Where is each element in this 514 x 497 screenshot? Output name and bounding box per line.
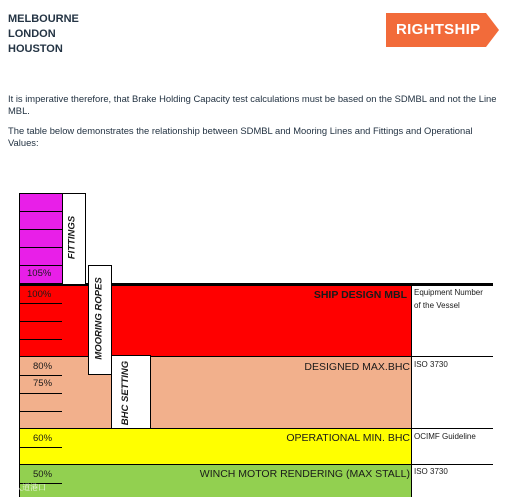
city-melbourne: MELBOURNE xyxy=(8,13,79,25)
tick xyxy=(19,447,62,448)
logo-text: RIGHTSHIP xyxy=(396,21,481,38)
tick xyxy=(19,321,62,322)
label-winch-rendering: WINCH MOTOR RENDERING (MAX STALL) xyxy=(199,468,410,480)
pct-60: 60% xyxy=(33,433,53,444)
rightship-logo xyxy=(386,13,499,47)
pct-100: 100% xyxy=(27,289,52,300)
bhc-setting-label: BHC SETTING xyxy=(120,360,131,426)
band-right-edge xyxy=(411,285,412,497)
tick xyxy=(19,193,62,194)
city-list xyxy=(8,12,79,57)
watermark: © 人道港口 xyxy=(6,483,47,492)
label-ship-design-mbl: SHIP DESIGN MBL xyxy=(313,289,407,301)
tick xyxy=(19,303,62,304)
tick xyxy=(19,375,62,376)
tick xyxy=(19,247,62,248)
tick xyxy=(19,211,62,212)
label-designed-max-bhc: DESIGNED MAX.BHC xyxy=(304,361,410,373)
tick xyxy=(19,411,62,412)
mooring-ropes-label: MOORING ROPES xyxy=(93,277,105,360)
note-iso-3730-b: ISO 3730 xyxy=(414,467,448,476)
label-operational-min-bhc: OPERATIONAL MIN. BHC xyxy=(286,432,410,444)
pct-80: 80% xyxy=(33,361,53,372)
fittings-label: FITTINGS xyxy=(66,215,78,260)
pct-50: 50% xyxy=(33,469,53,480)
left-axis-line xyxy=(19,193,20,497)
note-iso-3730-a: ISO 3730 xyxy=(414,360,448,369)
tick xyxy=(19,339,62,340)
pct-105: 105% xyxy=(27,268,52,279)
tick xyxy=(19,265,62,266)
tick xyxy=(19,393,62,394)
note-ocimf-guideline: OCIMF Guideline xyxy=(414,432,476,441)
tick xyxy=(19,229,62,230)
pct-75: 75% xyxy=(33,378,53,389)
city-houston: HOUSTON xyxy=(8,43,63,55)
paragraph-brake-holding: It is imperative therefore, that Brake Holding Capacity test calculations must be based on the SDMBL and not the Line MBL. xyxy=(8,93,497,116)
city-london: LONDON xyxy=(8,28,56,40)
note-equipment-number: Equipment Number of the Vessel xyxy=(414,288,483,310)
paragraph-table-intro: The table below demonstrates the relationship between SDMBL and Mooring Lines and Fittings and Operational Values: xyxy=(8,125,473,148)
line-60 xyxy=(19,428,493,429)
